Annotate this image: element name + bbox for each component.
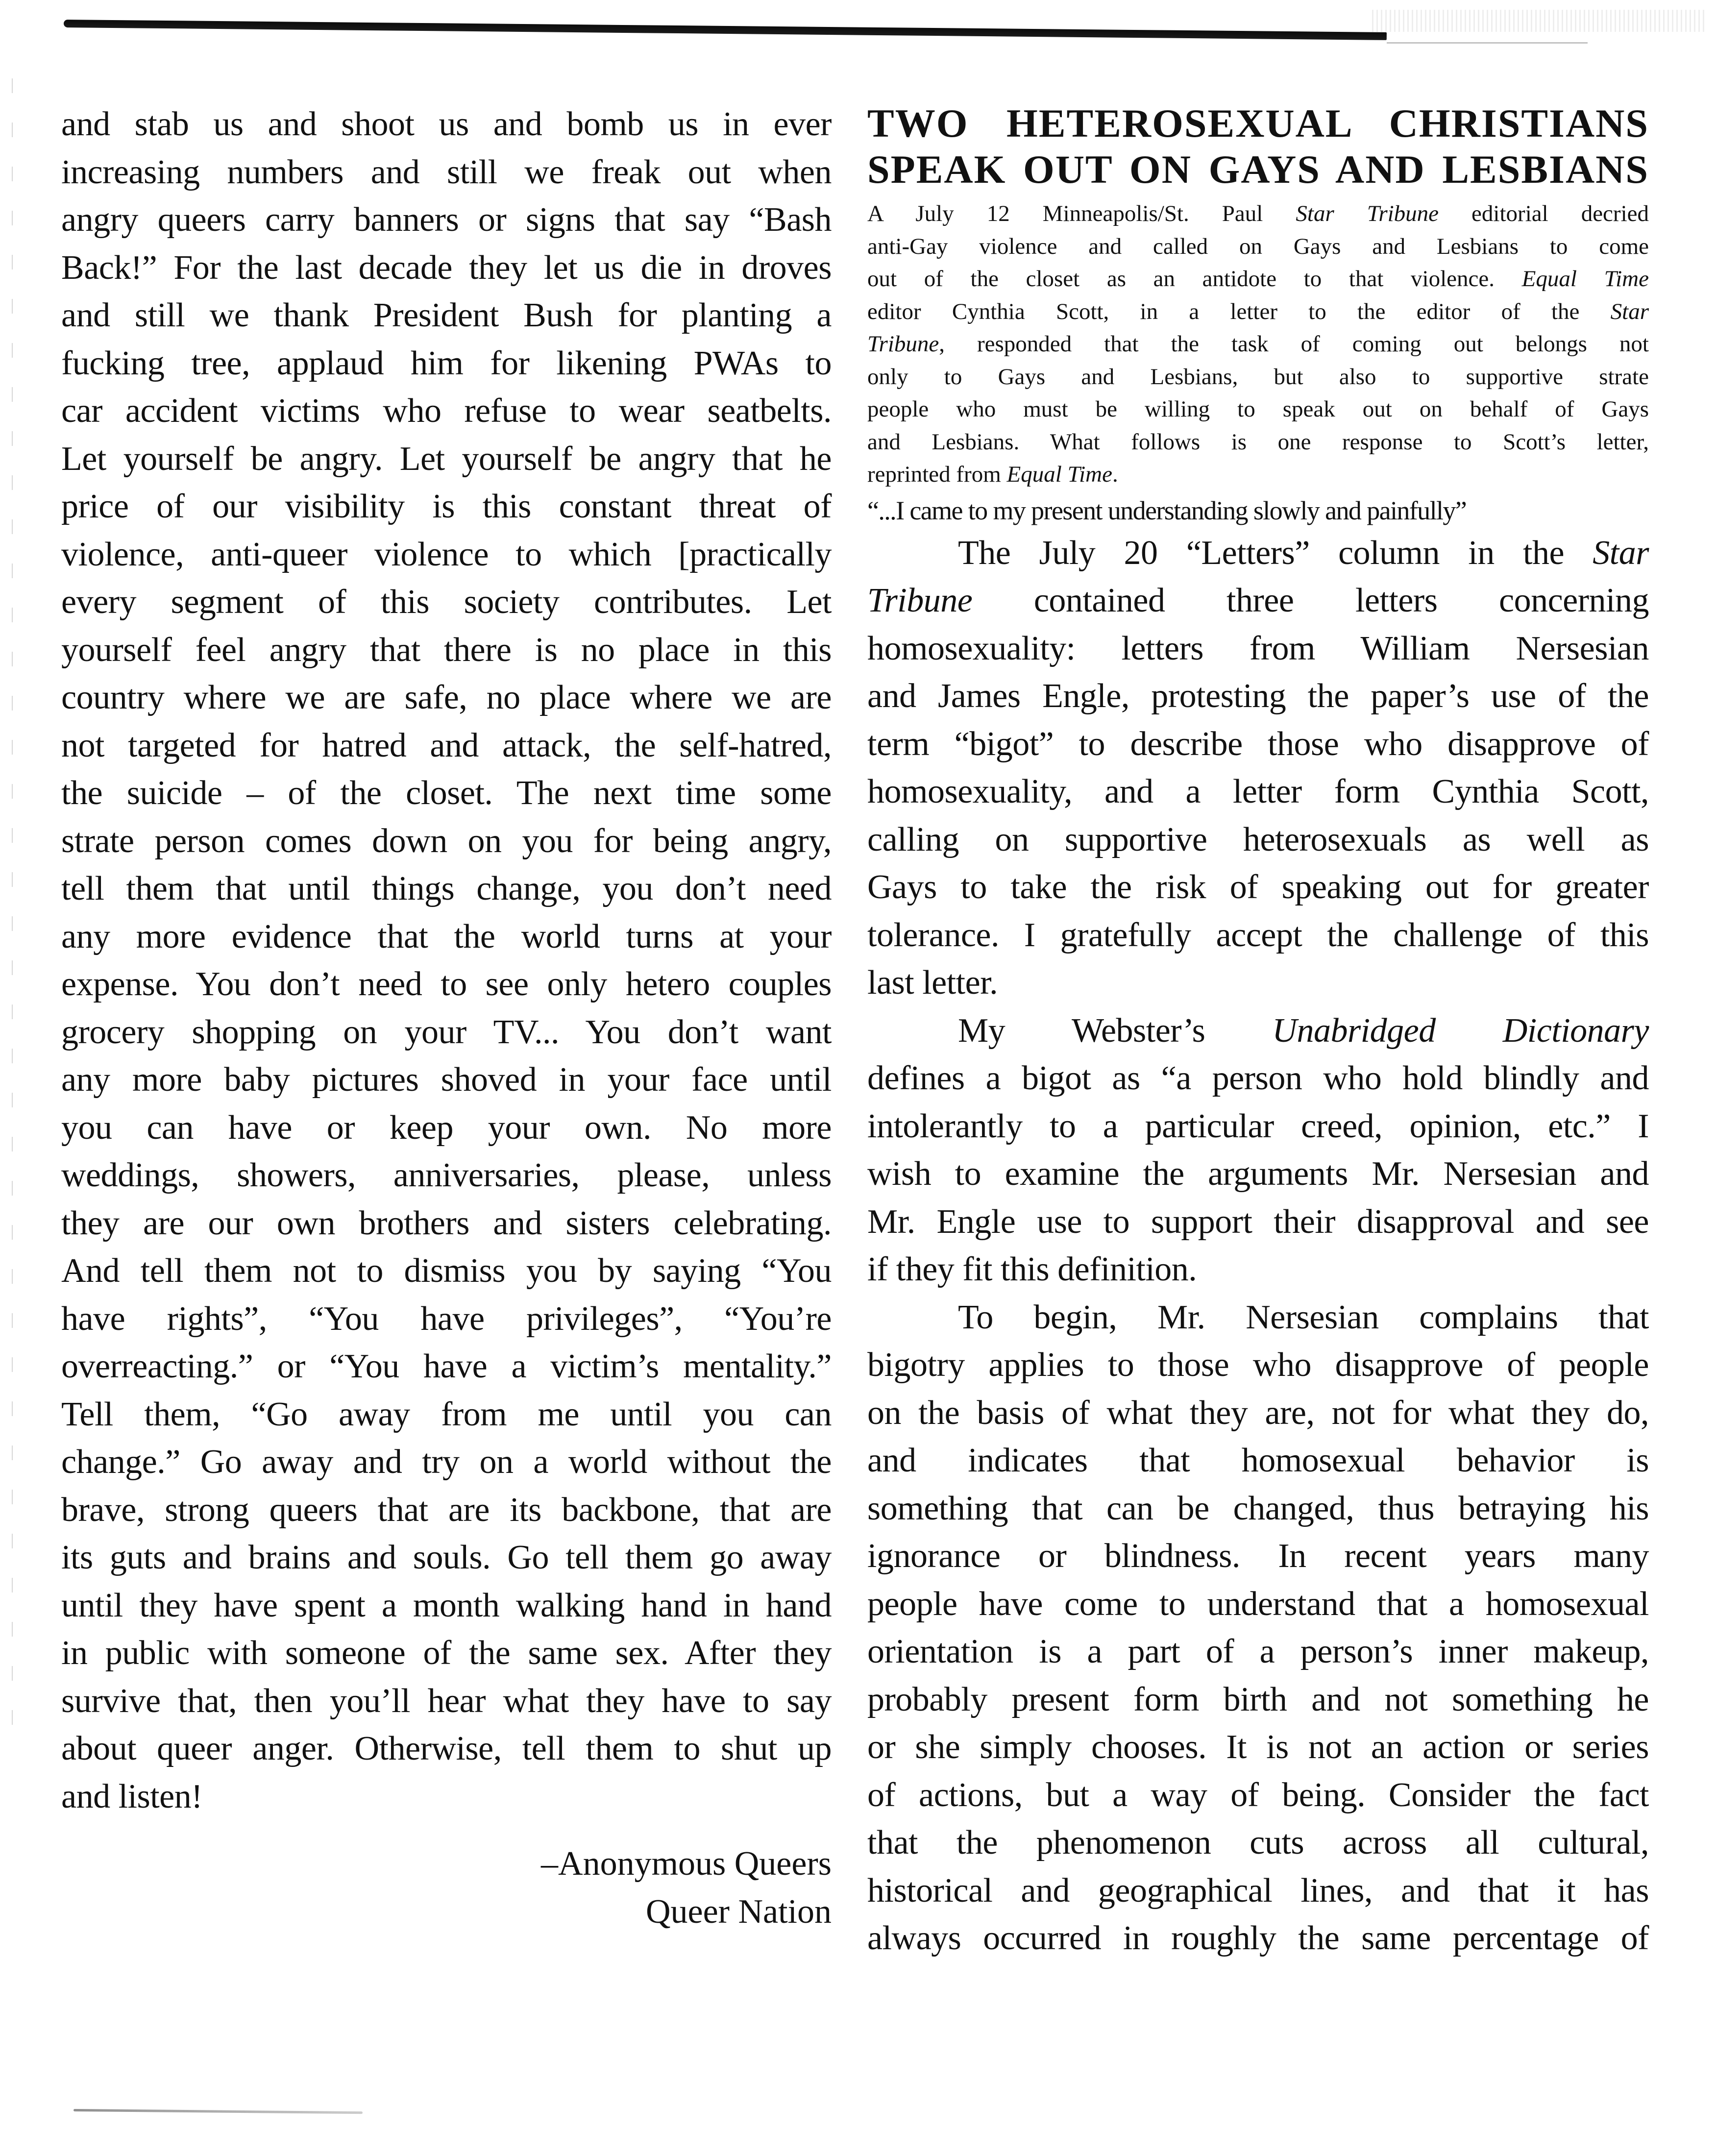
- text-run: tolerance. I gratefully accept the challenge of this: [867, 916, 1649, 954]
- text-line: [867, 1054, 1649, 1102]
- text-line: tell them that until things change, you don’t need: [61, 870, 832, 907]
- pull-quote: “...I came to my present understanding slowly and painfully”: [867, 495, 1467, 525]
- text-line: until they have spent a month walking hand in hand: [61, 1586, 832, 1624]
- text-line: car accident victims who refuse to wear seatbelts.: [61, 392, 832, 430]
- text-line: brave, strong queers that are its backbone, that are: [61, 1491, 832, 1529]
- text-run: term “bigot” to describe those who disapprove of: [867, 725, 1649, 763]
- text-run: of actions, but a way of being. Consider the fact: [867, 1776, 1649, 1814]
- text-line: about queer anger. Otherwise, tell them to shut up: [61, 1730, 832, 1767]
- text-run: .: [1112, 462, 1118, 487]
- text-run: homosexuality, and a letter form Cynthia Scott,: [867, 773, 1649, 810]
- text-line: expense. You don’t need to see only hetero couples: [61, 965, 832, 1003]
- text-line: Tell them, “Go away from me until you can: [61, 1395, 832, 1433]
- text-line: [867, 1294, 1649, 1342]
- top-rule-divider: [64, 20, 1387, 40]
- text-line: the suicide – of the closet. The next time some: [61, 774, 832, 812]
- text-line: any more evidence that the world turns at your: [61, 917, 832, 956]
- text-line: [867, 393, 1649, 426]
- text-line: in public with someone of the same sex. After they: [61, 1634, 832, 1672]
- text-line: [867, 1580, 1649, 1628]
- text-run: something that can be changed, thus betraying his: [867, 1489, 1649, 1527]
- text-line: [867, 720, 1649, 768]
- text-line: overreacting.” or “You have a victim’s mentality.”: [61, 1348, 832, 1385]
- right-column-body: [867, 529, 1649, 1962]
- italic-title-run: Star Tribune: [1296, 201, 1439, 226]
- text-run: Mr. Engle use to support their disapproval and see: [867, 1202, 1649, 1241]
- text-run: homosexuality: letters from William Nersesian: [867, 629, 1649, 667]
- text-run: bigotry applies to those who disapprove of people: [867, 1346, 1649, 1384]
- text-line: grocery shopping on your TV... You don’t want: [61, 1013, 832, 1051]
- text-line: [867, 1628, 1649, 1676]
- signature-author: –Anonymous Queers: [541, 1845, 832, 1883]
- text-run: My Webster’s: [958, 1011, 1273, 1050]
- text-line: weddings, showers, anniversaries, please, unless: [61, 1156, 832, 1194]
- text-run: if they fit this definition.: [867, 1250, 1197, 1288]
- text-line: [867, 1485, 1649, 1533]
- text-run: editorial decried: [1439, 201, 1649, 226]
- text-run: on the basis of what they are, not for what they do,: [867, 1394, 1649, 1432]
- text-run: and Lesbians. What follows is one response to Scott’s letter,: [867, 429, 1649, 455]
- text-run: orientation is a part of a person’s inner makeup,: [867, 1633, 1649, 1670]
- text-line: [867, 1198, 1649, 1246]
- text-line: [867, 529, 1649, 577]
- text-line: have rights”, “You have privileges”, “You’re: [61, 1299, 832, 1338]
- text-line: [867, 768, 1649, 816]
- text-line: Let yourself be angry. Let yourself be angry that he: [61, 440, 832, 478]
- headline-line-1: TWO HETEROSEXUAL CHRISTIANS: [867, 101, 1649, 146]
- text-line: [867, 328, 1649, 361]
- text-line: [867, 1389, 1649, 1437]
- text-run: intolerantly to a particular creed, opinion, etc.” I: [867, 1107, 1649, 1145]
- scan-speckle: [1372, 10, 1705, 32]
- text-run: that the phenomenon cuts across all cultural,: [867, 1824, 1649, 1862]
- text-run: out of the closet as an antidote to that violence.: [867, 266, 1522, 292]
- text-run: people have come to understand that a homosexual: [867, 1585, 1649, 1623]
- text-line: [867, 1676, 1649, 1724]
- text-line: [867, 1102, 1649, 1151]
- signature-organization: Queer Nation: [645, 1892, 832, 1931]
- text-line: [867, 959, 1649, 1007]
- text-run: defines a bigot as “a person who hold blindly and: [867, 1059, 1649, 1097]
- text-run: or she simply chooses. It is not an action or series: [867, 1728, 1649, 1766]
- text-line: violence, anti-queer violence to which [practically: [61, 535, 832, 573]
- text-line: [867, 1914, 1649, 1962]
- italic-title-run: Unabridged Dictionary: [1272, 1011, 1649, 1050]
- text-line: [867, 625, 1649, 673]
- text-line: every segment of this society contributes. Let: [61, 583, 832, 621]
- left-column-article: [61, 100, 832, 1936]
- text-line: [867, 1819, 1649, 1867]
- text-run: and James Engle, protesting the paper’s use of the: [867, 677, 1649, 715]
- left-column-body: [61, 100, 832, 1820]
- text-line: [867, 197, 1649, 230]
- italic-title-run: Star: [1610, 298, 1649, 324]
- text-line: you can have or keep your own. No more: [61, 1108, 832, 1147]
- italic-title-run: Tribune: [867, 331, 939, 357]
- text-line: angry queers carry banners or signs that say “Bash: [61, 201, 832, 239]
- italic-title-run: Star: [1593, 534, 1649, 572]
- text-run: historical and geographical lines, and that it has: [867, 1871, 1649, 1910]
- text-line: [867, 458, 1649, 491]
- text-line: price of our visibility is this constant threat of: [61, 488, 832, 525]
- text-line: not targeted for hatred and attack, the self-hatred,: [61, 726, 832, 764]
- text-run: , responded that the task of coming out belongs not: [939, 331, 1649, 357]
- text-run: reprinted from: [867, 462, 1007, 487]
- text-run: and indicates that homosexual behavior is: [867, 1442, 1649, 1479]
- right-column-article: [867, 100, 1649, 1962]
- text-run: Gays to take the risk of speaking out for greater: [867, 868, 1649, 906]
- text-line: and still we thank President Bush for planting a: [61, 296, 832, 334]
- text-line: country where we are safe, no place where we are: [61, 679, 832, 716]
- text-line: And tell them not to dismiss you by saying “You: [61, 1252, 832, 1290]
- text-line: [867, 672, 1649, 720]
- signature-spacer: [61, 1820, 832, 1840]
- text-line: change.” Go away and try on a world without the: [61, 1443, 832, 1481]
- text-run: editor Cynthia Scott, in a letter to the editor of the: [867, 298, 1611, 324]
- text-line: strate person comes down on you for being angry,: [61, 822, 832, 860]
- text-line: [867, 1771, 1649, 1819]
- text-line: [867, 426, 1649, 459]
- text-line: [867, 295, 1649, 328]
- text-line: increasing numbers and still we freak out when: [61, 153, 832, 191]
- text-run: To begin, Mr. Nersesian complains that: [958, 1298, 1649, 1336]
- text-line: [867, 1437, 1649, 1485]
- text-run: contained three letters concerning: [972, 582, 1649, 619]
- text-run: A July 12 Minneapolis/St. Paul: [867, 201, 1296, 226]
- text-run: calling on supportive heterosexuals as well as: [867, 820, 1649, 858]
- text-run: people who must be willing to speak out on behalf of Gays: [867, 396, 1649, 422]
- text-line: [867, 577, 1649, 625]
- text-run: always occurred in roughly the same percentage of: [867, 1919, 1649, 1957]
- text-run: ignorance or blindness. In recent years many: [867, 1537, 1649, 1575]
- intro-paragraph: [867, 197, 1649, 491]
- text-line: they are our own brothers and sisters celebrating.: [61, 1204, 832, 1242]
- text-line: Back!” For the last decade they let us die in droves: [61, 248, 832, 287]
- text-line: [867, 1532, 1649, 1580]
- text-line: [867, 1150, 1649, 1198]
- text-line: [867, 816, 1649, 864]
- italic-title-run: Equal Time: [1006, 462, 1112, 487]
- text-line: [867, 361, 1649, 393]
- scan-edge-mark: [12, 78, 13, 1744]
- text-run: probably present form birth and not something he: [867, 1680, 1649, 1718]
- top-rule-tail: [1387, 42, 1588, 44]
- text-line: its guts and brains and souls. Go tell them go away: [61, 1539, 832, 1576]
- italic-title-run: Equal Time: [1521, 266, 1649, 292]
- text-line: and listen!: [61, 1777, 203, 1815]
- bottom-rule-divider: [74, 2109, 363, 2114]
- text-line: [867, 1007, 1649, 1055]
- text-line: yourself feel angry that there is no place in this: [61, 631, 832, 669]
- text-run: anti-Gay violence and called on Gays and Lesbians to come: [867, 233, 1649, 259]
- text-run: only to Gays and Lesbians, but also to supportive strate: [867, 364, 1649, 390]
- text-line: any more baby pictures shoved in your face until: [61, 1061, 832, 1099]
- text-line: survive that, then you’ll hear what they have to say: [61, 1682, 832, 1720]
- text-line: [867, 230, 1649, 263]
- text-line: [867, 863, 1649, 911]
- headline-line-2: SPEAK OUT ON GAYS AND LESBIANS: [867, 147, 1649, 192]
- text-run: wish to examine the arguments Mr. Nersesian and: [867, 1155, 1649, 1193]
- text-line: fucking tree, applaud him for likening PWAs to: [61, 344, 832, 382]
- text-line: [867, 1341, 1649, 1389]
- text-line: and stab us and shoot us and bomb us in ever: [61, 105, 832, 143]
- text-line: [867, 263, 1649, 295]
- italic-title-run: Tribune: [867, 582, 973, 619]
- text-run: The July 20 “Letters” column in the: [958, 534, 1593, 572]
- text-run: last letter.: [867, 964, 998, 1002]
- text-line: [867, 1246, 1649, 1294]
- text-line: [867, 911, 1649, 959]
- text-line: [867, 1723, 1649, 1771]
- text-line: [867, 1867, 1649, 1915]
